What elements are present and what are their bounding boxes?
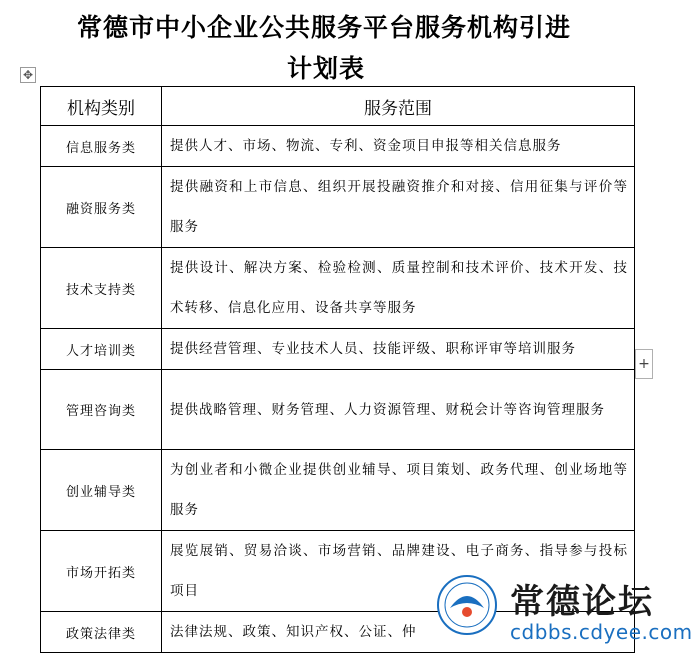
category-cell: 创业辅导类 [41, 450, 162, 531]
watermark [430, 570, 693, 650]
table-row [41, 167, 635, 248]
watermark-site-name: 常德论坛 [510, 582, 654, 622]
scope-cell: 展览展销、贸易洽谈、市场营销、品牌建设、电子商务、指导参与投标项目 [162, 531, 635, 612]
add-row-button[interactable]: + [635, 349, 653, 379]
category-cell: 管理咨询类 [41, 370, 162, 450]
scope-cell: 提供战略管理、财务管理、人力资源管理、财税会计等咨询管理服务 [162, 370, 635, 450]
scope-cell: 法律法规、政策、知识产权、公证、仲 [162, 612, 635, 653]
category-cell: 融资服务类 [41, 167, 162, 248]
header-category: 机构类别 [41, 87, 162, 126]
scope-cell: 提供设计、解决方案、检验检测、质量控制和技术评价、技术开发、技术转移、信息化应用、设备共享等服务 [162, 248, 635, 329]
scope-cell: 为创业者和小微企业提供创业辅导、项目策划、政务代理、创业场地等服务 [162, 450, 635, 531]
category-cell: 人才培训类 [41, 329, 162, 370]
scope-cell: 提供融资和上市信息、组织开展投融资推介和对接、信用征集与评价等服务 [162, 167, 635, 248]
table-row [41, 450, 635, 531]
category-cell: 信息服务类 [41, 126, 162, 167]
scope-cell: 提供经营管理、专业技术人员、技能评级、职称评审等培训服务 [162, 329, 635, 370]
category-cell: 技术支持类 [41, 248, 162, 329]
table-header-row [41, 87, 635, 126]
table-row [41, 248, 635, 329]
table-row [41, 370, 635, 450]
header-scope: 服务范围 [162, 87, 635, 126]
forum-logo-icon [436, 574, 498, 636]
table-row [41, 126, 635, 167]
document-title-line1: 常德市中小企业公共服务平台服务机构引进 [76, 13, 571, 42]
document-title-line2: 计划表 [286, 54, 365, 83]
table-move-handle-icon[interactable]: ✥ [20, 67, 36, 83]
scope-cell: 提供人才、市场、物流、专利、资金项目申报等相关信息服务 [162, 126, 635, 167]
table-row [41, 329, 635, 370]
category-cell: 市场开拓类 [41, 531, 162, 612]
watermark-site-url: cdbbs.cdyee.com [510, 620, 693, 644]
service-plan-table [40, 86, 635, 653]
category-cell: 政策法律类 [41, 612, 162, 653]
